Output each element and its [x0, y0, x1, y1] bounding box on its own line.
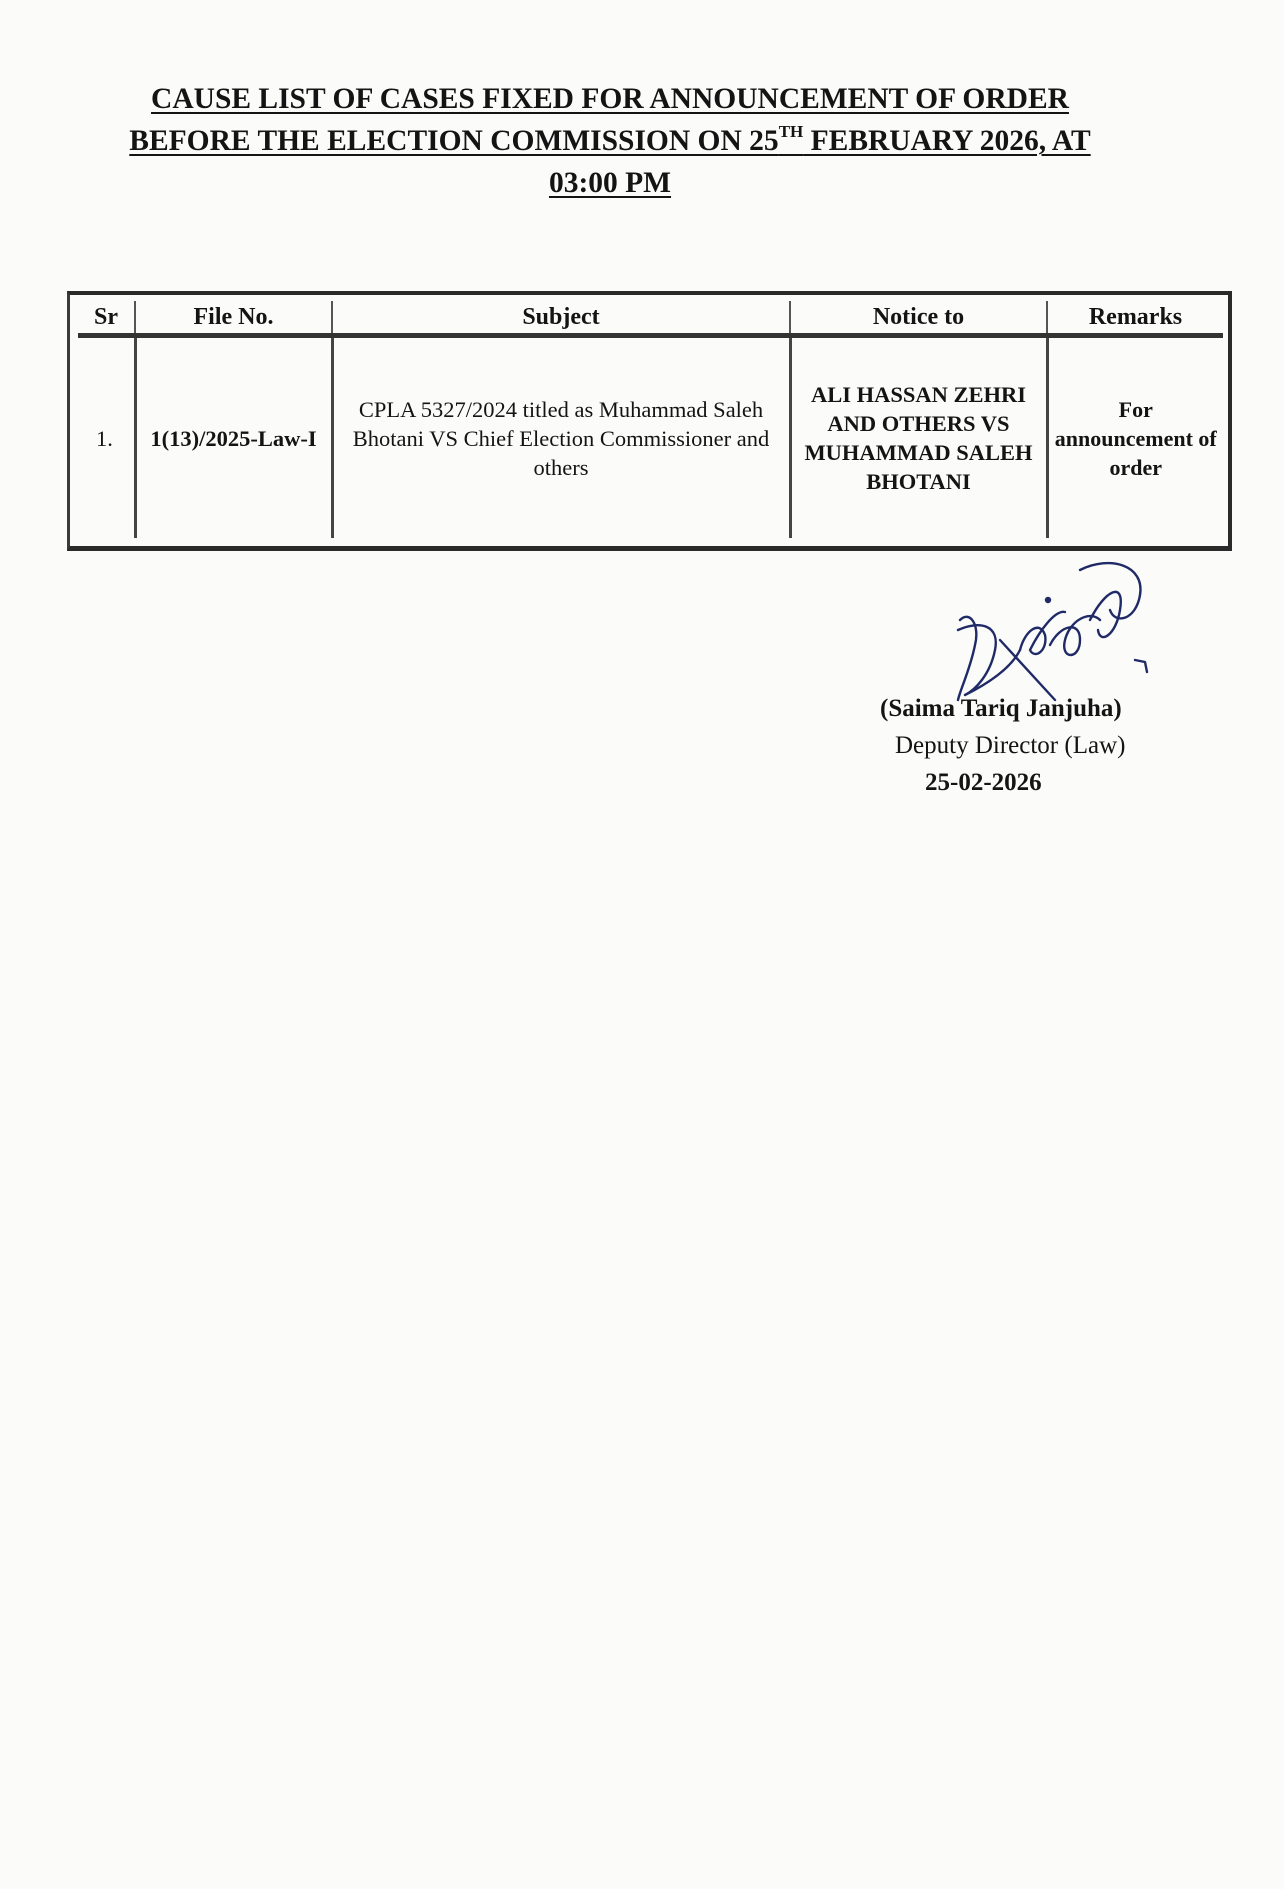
- header-remarks: Remarks: [1047, 301, 1223, 336]
- title-line-3: 03:00 PM: [548, 167, 672, 199]
- ordinal-suffix: TH: [778, 122, 804, 141]
- table-row: [78, 336, 1223, 539]
- signatory-block: [860, 690, 1190, 801]
- table-header-row: [78, 301, 1223, 336]
- document-title: [60, 78, 1160, 204]
- header-sr: Sr: [78, 301, 135, 336]
- cause-list-table: [78, 301, 1223, 538]
- cell-notice-to: ALI HASSAN ZEHRI AND OTHERS VS MUHAMMAD SALEH BHOTANI: [790, 336, 1047, 539]
- cause-list-table-frame: [67, 291, 1232, 551]
- title-line-2: BEFORE THE ELECTION COMMISSION ON 25TH FEBRUARY 2026, AT: [129, 122, 1091, 157]
- cell-file-no: 1(13)/2025-Law-I: [135, 336, 332, 539]
- cell-sr: 1.: [96, 425, 113, 451]
- header-notice-to: Notice to: [790, 301, 1047, 336]
- signatory-designation: Deputy Director (Law): [895, 732, 1126, 759]
- header-subject: Subject: [332, 301, 790, 336]
- signatory-name: (Saima Tariq Janjuha): [880, 695, 1122, 722]
- cell-remarks: For announcement of order: [1047, 336, 1223, 539]
- handwritten-signature: [940, 550, 1160, 710]
- title-line-1: CAUSE LIST OF CASES FIXED FOR ANNOUNCEMENT OF ORDER: [151, 83, 1069, 115]
- header-file-no: File No.: [135, 301, 332, 336]
- signature-date: 25-02-2026: [925, 769, 1042, 796]
- cell-subject: CPLA 5327/2024 titled as Muhammad Saleh Bhotani VS Chief Election Commissioner and others: [332, 336, 790, 539]
